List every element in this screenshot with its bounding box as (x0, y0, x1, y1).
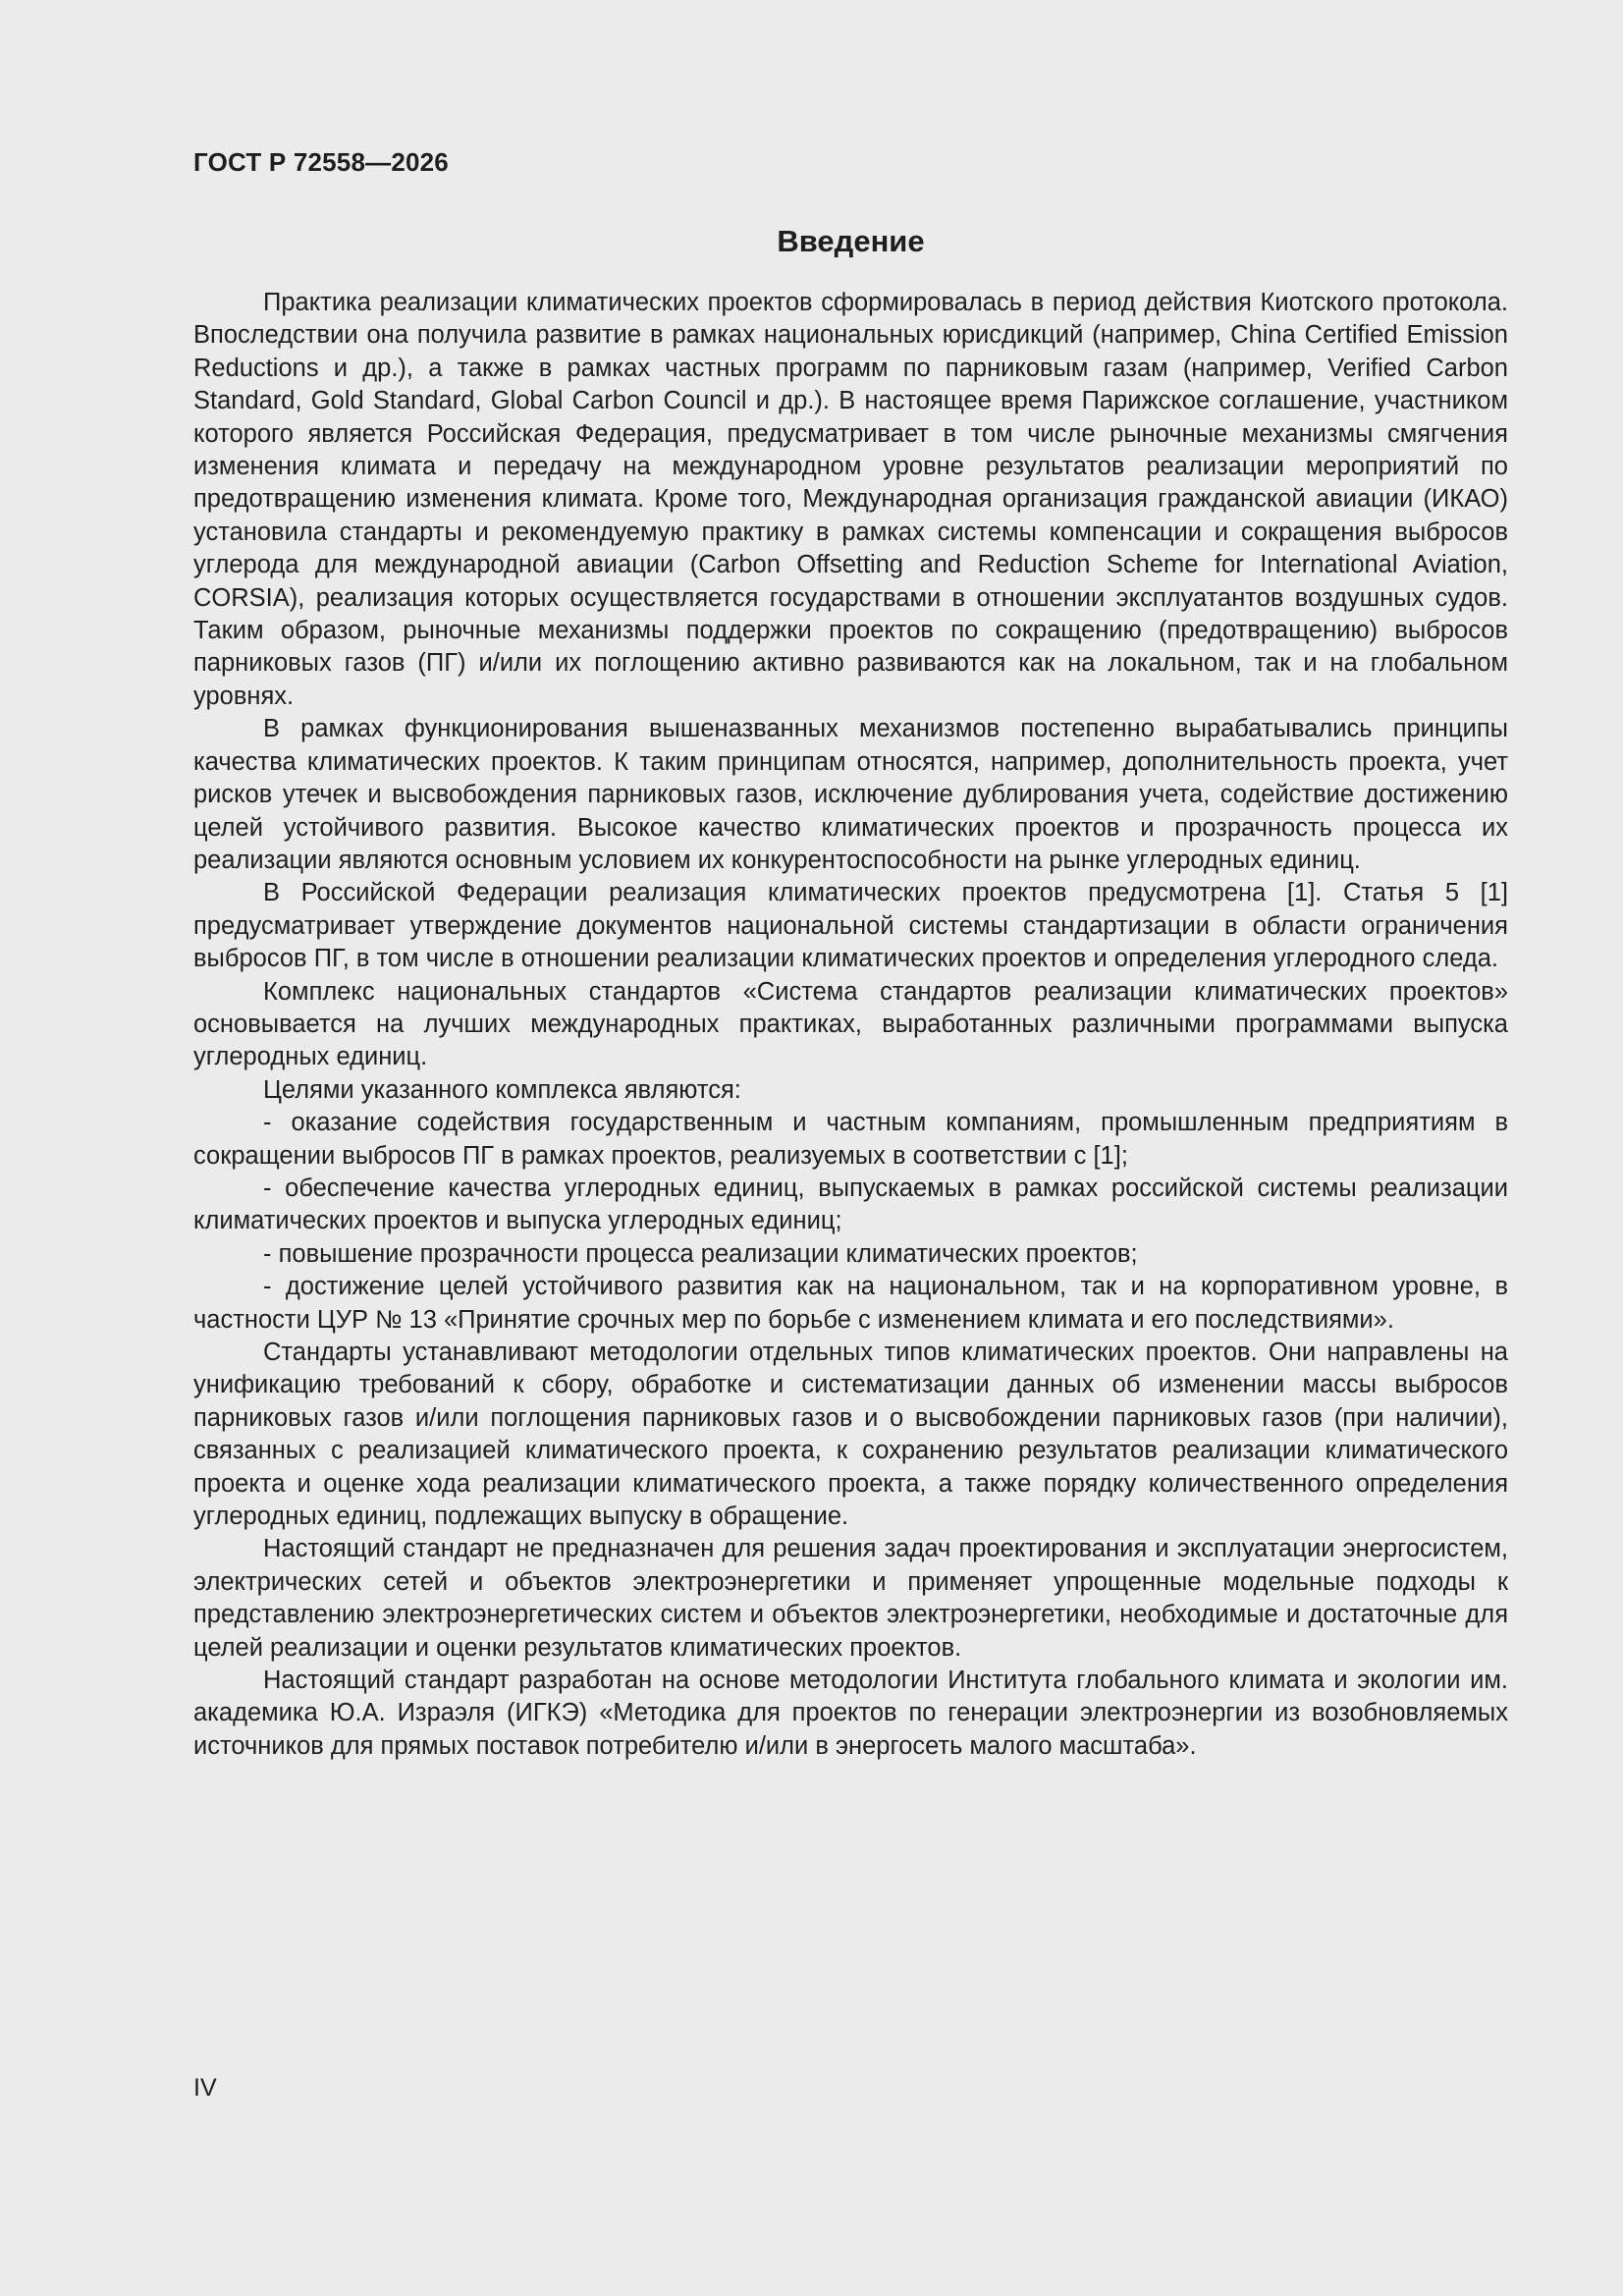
list-item: - достижение целей устойчивого развития как на национальном, так и на корпоративном уровне, в частности ЦУР № 13 «Принятие срочных мер по борьбе с изменением климата и его последствиями». (193, 1273, 1508, 1334)
section-title: Введение (777, 224, 925, 258)
paragraph: Настоящий стандарт не предназначен для решения задач проектирования и эксплуатации энергосистем, электрических сетей и объектов электроэнергетики и применяет упрощенные модельные подходы к представлению электроэнергетических систем и объектов электроэнергетики, необходимые и достаточные для целей реализации и оценки результатов климатических проектов. (193, 1535, 1508, 1662)
list-item: - обеспечение качества углеродных единиц, выпускаемых в рамках российской системы реализации климатических проектов и выпуска углеродных единиц; (193, 1174, 1508, 1235)
paragraph: В Российской Федерации реализация климатических проектов предусмотрена [1]. Статья 5 [1] предусматривает утверждение документов национальной системы стандартизации в области ограничения выбросов ПГ, в том числе в отношении реализации климатических проектов и определения углеродного следа. (193, 879, 1508, 973)
page-number: IV (193, 2074, 217, 2102)
paragraph: Стандарты устанавливают методологии отдельных типов климатических проектов. Они направлены на унификацию требований к сбору, обработке и систематизации данных об изменении массы выбросов парниковых газов и/или поглощения парниковых газов и о высвобождении парниковых газов (при наличии), связанных с реализацией климатического проекта, к сохранению результатов реализации климатического проекта и оценке хода реализации климатического проекта, а также порядку количественного определения углеродных единиц, подлежащих выпуску в обращение. (193, 1339, 1508, 1531)
list-item: - повышение прозрачности процесса реализации климатических проектов; (263, 1239, 1138, 1268)
document-code: ГОСТ Р 72558—2026 (193, 147, 449, 177)
paragraph: Настоящий стандарт разработан на основе методологии Института глобального климата и экологии им. академика Ю.А. Израэля (ИГКЭ) «Методика для проектов по генерации электроэнергии из возобновляемых источников для прямых поставок потребителю и/или в энергосеть малого масштаба». (193, 1667, 1508, 1760)
paragraph: В рамках функционирования вышеназванных механизмов постепенно вырабатывались принципы качества климатических проектов. К таким принципам относятся, например, дополнительность проекта, учет рисков утечек и высвобождения парниковых газов, исключение дублирования учета, содействие достижению целей устойчивого развития. Высокое качество климатических проектов и прозрачность процесса их реализации являются основным условием их конкурентоспособности на рынке углеродных единиц. (193, 715, 1508, 874)
paragraph: Комплекс национальных стандартов «Система стандартов реализации климатических проектов» основывается на лучших международных практиках, выработанных различными программами выпуска углеродных единиц. (193, 977, 1508, 1071)
introduction-body (193, 287, 1508, 1763)
list-item: - оказание содействия государственным и частным компаниям, промышленным предприятиям в сокращении выбросов ПГ в рамках проектов, реализуемых в соответствии с [1]; (193, 1109, 1508, 1170)
paragraph: Практика реализации климатических проектов сформировалась в период действия Киотского протокола. Впоследствии она получила развитие в рамках национальных юрисдикций (например, China Certified Emission Reductions и др.), а также в рамках частных программ по парниковым газам (например, Verified Carbon Standard, Gold Standard, Global Carbon Council и др.). В настоящее время Парижское соглашение, участником которого является Российская Федерация, предусматривает в том числе рыночные механизмы смягчения изменения климата и передачу на международном уровне результатов реализации мероприятий по предотвращению изменения климата. Кроме того, Международная организация гражданской авиации (ИКАО) установила стандарты и рекомендуемую практику в рамках системы компенсации и сокращения выбросов углерода для международной авиации (Carbon Offsetting and Reduction Scheme for International Aviation, CORSIA), реализация которых осуществляется государствами в отношении эксплуатантов воздушных судов. Таким образом, рыночные механизмы поддержки проектов по сокращению (предотвращению) выбросов парниковых газов (ПГ) и/или их поглощению активно развиваются как на локальном, так и на глобальном уровнях. (193, 289, 1508, 710)
paragraph: Целями указанного комплекса являются: (263, 1075, 741, 1104)
